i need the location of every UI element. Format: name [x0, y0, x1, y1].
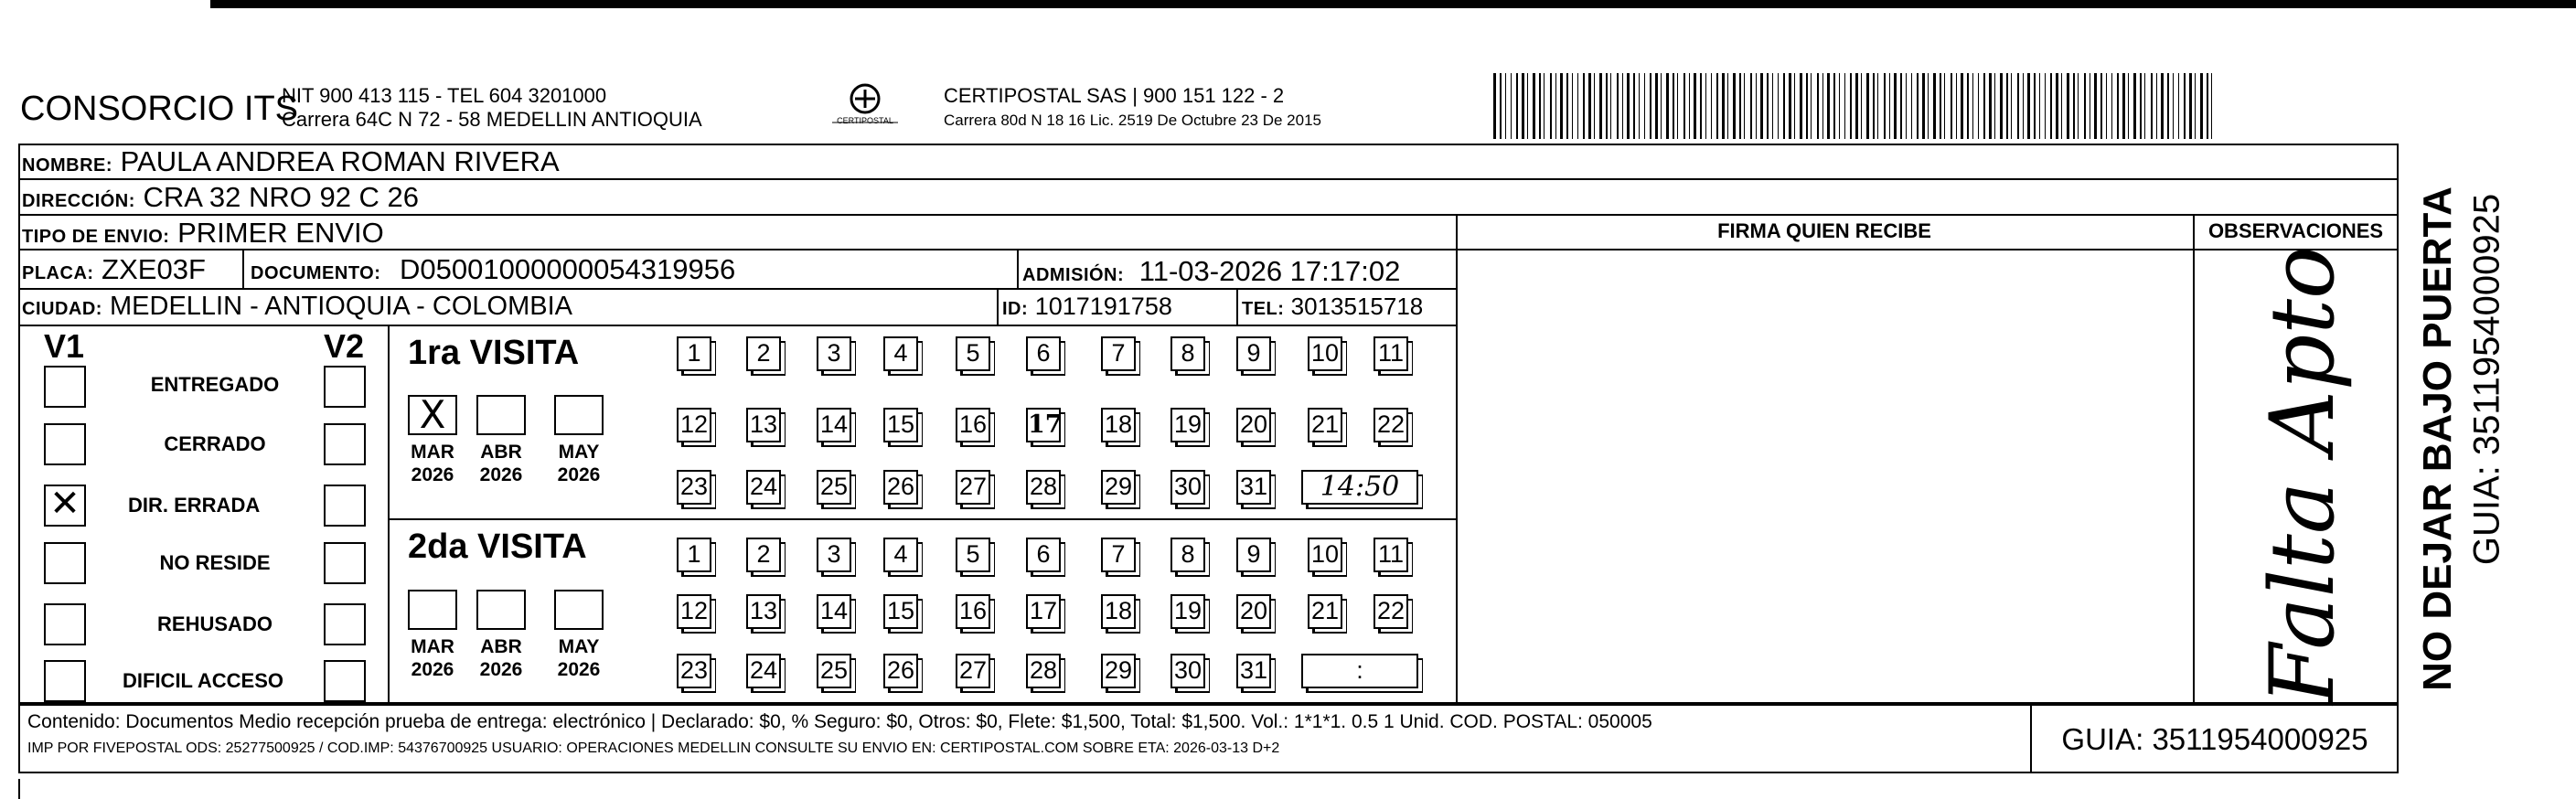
barcode-bar [1894, 73, 1897, 139]
month-checkbox[interactable] [408, 590, 457, 630]
barcode-bar [1716, 73, 1718, 139]
barcode-bar [1733, 73, 1736, 139]
barcode-bar [2056, 73, 2058, 139]
direccion-row [22, 181, 419, 214]
day-cell[interactable]: 7 [1101, 538, 1136, 572]
documento-row [251, 253, 735, 286]
barcode-bar [1967, 73, 1969, 139]
barcode-bar [2117, 73, 2119, 139]
tipo-envio-value: PRIMER ENVIO [177, 217, 384, 249]
status-label: REHUSADO [157, 613, 273, 635]
status-v1-checkbox[interactable] [44, 366, 86, 408]
barcode-bar [1760, 73, 1763, 139]
bottom-tick [18, 779, 20, 799]
barcode-bar [1789, 73, 1791, 139]
day-cell[interactable]: 15 [883, 408, 918, 442]
day-cell[interactable]: 23 [677, 654, 711, 688]
barcode-bar [1677, 73, 1678, 139]
barcode-bar [1783, 73, 1785, 139]
barcode-bar [2073, 73, 2075, 139]
barcode-bar [1839, 73, 1840, 139]
admision-label: ADMISIÓN: [1022, 265, 1125, 285]
tel-label: TEL: [1242, 299, 1285, 319]
certipostal-logo [828, 82, 903, 137]
barcode-bar [1577, 73, 1578, 139]
barcode-bar [1844, 73, 1845, 139]
barcode-bar [1700, 73, 1702, 139]
barcode-bar [1756, 73, 1757, 139]
day-cell[interactable]: 9 [1236, 538, 1271, 572]
status-v2-checkbox[interactable] [324, 542, 366, 584]
ciudad-value: MEDELLIN - ANTIOQUIA - COLOMBIA [110, 292, 572, 321]
day-cell[interactable]: 16 [956, 408, 990, 442]
month-label: MAR 2026 [411, 636, 454, 680]
barcode-bar [1794, 73, 1795, 139]
barcode-bar [1711, 73, 1712, 139]
placa-label: PLACA: [22, 263, 94, 283]
barcode-bar [1933, 73, 1936, 139]
barcode-bar [1639, 73, 1640, 139]
barcode-bar [1850, 73, 1852, 139]
month-checkbox[interactable] [554, 590, 604, 630]
time-box[interactable]: 14:50 [1301, 470, 1418, 505]
day-cell[interactable]: 5 [956, 336, 990, 371]
day-cell[interactable]: 2 [746, 538, 781, 572]
company-nit: NIT 900 413 115 - TEL 604 3201000 [282, 84, 607, 107]
month-label: MAY 2026 [557, 442, 601, 485]
status-label: DIFICIL ACCESO [123, 669, 284, 692]
ciudad-row [22, 292, 572, 322]
carrier-license: Carrera 80d N 18 16 Lic. 2519 De Octubre 23 De 2015 [944, 112, 1321, 129]
barcode-bar [1800, 73, 1802, 139]
barcode-bar [2045, 73, 2046, 139]
barcode-bar [2106, 73, 2107, 139]
day-cell[interactable]: 4 [883, 336, 918, 371]
day-cell[interactable]: 15 [883, 594, 918, 629]
day-cell[interactable]: 7 [1101, 336, 1136, 371]
barcode-bar [1989, 73, 1992, 139]
barcode-bar [1833, 73, 1835, 139]
day-cell[interactable]: 3 [817, 538, 851, 572]
day-cell[interactable]: 19 [1170, 408, 1205, 442]
day-cell[interactable]: 27 [956, 654, 990, 688]
company-address: Carrera 64C N 72 - 58 MEDELLIN ANTIOQUIA [282, 108, 702, 131]
barcode-bar [1683, 73, 1685, 139]
month-checkbox[interactable] [408, 392, 457, 437]
tel-row [1242, 293, 1423, 321]
barcode-bar [2207, 73, 2208, 139]
barcode-bar [1817, 73, 1819, 139]
day-cell[interactable]: 11 [1374, 538, 1408, 572]
second-visit-title: 2da VISITA [408, 527, 587, 566]
barcode-bar [2000, 73, 2003, 139]
barcode-bar [2094, 73, 2097, 139]
month-label: MAY 2026 [557, 636, 601, 680]
day-cell[interactable]: 11 [1374, 336, 1408, 371]
barcode-bar [1928, 73, 1929, 139]
company-name: CONSORCIO ITS [20, 90, 299, 128]
barcode-bar [1673, 73, 1674, 139]
barcode-bar [1727, 73, 1728, 139]
day-cell[interactable]: 24 [746, 470, 781, 505]
placa-value: ZXE03F [102, 253, 206, 285]
day-cell[interactable]: 1 [677, 336, 711, 371]
status-v2-checkbox[interactable] [324, 660, 366, 702]
certipostal-logo-icon [828, 82, 903, 137]
nombre-label: NOMBRE: [22, 155, 113, 176]
barcode-bar [1940, 73, 1941, 139]
day-cell[interactable]: 21 [1308, 594, 1342, 629]
barcode-bar [2156, 73, 2157, 139]
day-cell[interactable]: 1 [677, 538, 711, 572]
barcode-bar [2211, 73, 2212, 139]
barcode-bar [1877, 73, 1878, 139]
barcode-bar [1861, 73, 1862, 139]
barcode-bar [2178, 73, 2179, 139]
barcode-bar [2167, 73, 2169, 139]
barcode-bar [1666, 73, 1669, 139]
day-cell[interactable]: 22 [1374, 408, 1408, 442]
direccion-label: DIRECCIÓN: [22, 191, 135, 211]
barcode-bar [1944, 73, 1945, 139]
day-cell[interactable]: 17 [1026, 594, 1061, 629]
status-v2-checkbox[interactable] [324, 423, 366, 465]
day-cell[interactable]: 14 [817, 408, 851, 442]
id-value: 1017191758 [1034, 293, 1172, 320]
barcode-bar [1560, 73, 1563, 139]
day-cell[interactable]: 27 [956, 470, 990, 505]
status-v2-checkbox[interactable] [324, 485, 366, 527]
status-v1-checkbox[interactable] [44, 423, 86, 465]
barcode-bar [1900, 73, 1902, 139]
month-checkbox[interactable] [554, 395, 604, 435]
admision-row [1022, 255, 1400, 288]
day-cell[interactable]: 2 [746, 336, 781, 371]
day-cell[interactable]: 3 [817, 336, 851, 371]
status-v1-checkbox[interactable] [44, 485, 86, 527]
barcode-bar [1694, 73, 1696, 139]
barcode-bar [1533, 73, 1535, 139]
nombre-value: PAULA ANDREA ROMAN RIVERA [120, 145, 560, 177]
v2-header: V2 [324, 327, 365, 365]
barcode-bar [1983, 73, 1985, 139]
barcode-bar [1527, 73, 1528, 139]
logo-caption: CERTIPOSTAL [837, 116, 893, 125]
barcode-bar [2027, 73, 2030, 139]
observaciones-handwritten: Falta Apto [2251, 246, 2354, 705]
barcode-bar [1617, 73, 1619, 139]
documento-label: DOCUMENTO: [251, 263, 381, 283]
barcode-bar [2017, 73, 2019, 139]
barcode-bar [1822, 73, 1823, 139]
day-cell[interactable]: 10 [1308, 538, 1342, 572]
guia-side: GUIA: 3511954000925 [2466, 193, 2507, 566]
checkbox-x-mark: ✕ [49, 483, 80, 525]
barcode-bar [2128, 73, 2129, 139]
status-label: NO RESIDE [159, 551, 271, 574]
barcode-bar [2111, 73, 2112, 139]
tipo-envio-row [22, 217, 384, 250]
barcode-bar [1622, 73, 1623, 139]
observaciones-label: OBSERVACIONES [2207, 219, 2384, 242]
admision-value: 11-03-2026 17:17:02 [1138, 255, 1401, 287]
barcode-bar [1956, 73, 1957, 139]
day-cell[interactable]: 31 [1236, 654, 1271, 688]
barcode-bar [1555, 73, 1556, 139]
barcode-bar [1827, 73, 1830, 139]
barcode-bar [1922, 73, 1925, 139]
barcode-bar [1767, 73, 1769, 139]
day-cell[interactable]: 10 [1308, 336, 1342, 371]
status-v2-checkbox[interactable] [324, 366, 366, 408]
barcode-bar [1911, 73, 1912, 139]
barcode-bar [2078, 73, 2079, 139]
day-cell[interactable]: 6 [1026, 538, 1061, 572]
barcode-bar [1594, 73, 1595, 139]
barcode-bar [2161, 73, 2164, 139]
barcode-bar [2039, 73, 2040, 139]
month-checkbox[interactable] [476, 590, 526, 630]
id-row [1002, 293, 1172, 321]
barcode-bar [2133, 73, 2136, 139]
barcode-bar [1572, 73, 1573, 139]
month-label: ABR 2026 [479, 442, 523, 485]
barcode-bar [1583, 73, 1585, 139]
barcode-bar [2061, 73, 2062, 139]
barcode-bar [2034, 73, 2036, 139]
day-cell[interactable]: 31 [1236, 470, 1271, 505]
footer-guia: GUIA: 3511954000925 [2061, 722, 2368, 756]
barcode-bar [1655, 73, 1658, 139]
barcode-bar [2151, 73, 2153, 139]
id-label: ID: [1002, 299, 1029, 319]
status-label: CERRADO [164, 432, 266, 455]
day-cell[interactable]: 20 [1236, 408, 1271, 442]
barcode-bar [1500, 73, 1502, 139]
status-label: ENTREGADO [150, 373, 280, 396]
ciudad-label: CIUDAD: [22, 299, 102, 319]
barcode-bar [1778, 73, 1779, 139]
footer-contenido: Contenido: Documentos Medio recepción prueba de entrega: electrónico | Declarado: $0, % Seguro: $0, Otros: $0, Flete: $1,500, Total: $1,500. Vol.: 1*1*1. 0.5 1 Unid. COD. POSTAL: 050005 [27, 711, 1652, 732]
barcode-bar [2184, 73, 2186, 139]
month-label: MAR 2026 [411, 442, 454, 485]
barcode-bar [1610, 73, 1611, 139]
barcode-bar [1972, 73, 1973, 139]
barcode-bar [2006, 73, 2008, 139]
day-cell[interactable]: 29 [1101, 654, 1136, 688]
day-cell[interactable]: 13 [746, 408, 781, 442]
nombre-row [22, 145, 560, 178]
barcode-bar [1994, 73, 1995, 139]
barcode-bar [1750, 73, 1752, 139]
barcode-bar [1873, 73, 1875, 139]
day-cell[interactable]: 25 [817, 470, 851, 505]
barcode-bar [2084, 73, 2086, 139]
barcode-bar [1566, 73, 1568, 139]
barcode-bar [1811, 73, 1812, 139]
day-cell[interactable]: 12 [677, 408, 711, 442]
day-cell[interactable]: 14 [817, 594, 851, 629]
barcode-bar [1505, 73, 1506, 139]
first-visit-title: 1ra VISITA [408, 334, 580, 372]
day-cell[interactable]: 8 [1170, 336, 1205, 371]
top-edge-bar [210, 0, 2576, 8]
direccion-value: CRA 32 NRO 92 C 26 [143, 181, 420, 213]
barcode-bar [2173, 73, 2174, 139]
signature-area[interactable] [1456, 249, 2193, 704]
documento-value: D05001000000054319956 [400, 253, 736, 285]
time-box[interactable]: : [1301, 654, 1418, 688]
day-cell[interactable]: 21 [1308, 408, 1342, 442]
barcode-bar [1866, 73, 1869, 139]
barcode-bar [1516, 73, 1518, 139]
barcode-bar [1661, 73, 1662, 139]
barcode-bar [1539, 73, 1541, 139]
barcode-bar [2200, 73, 2203, 139]
barcode-bar [2100, 73, 2102, 139]
barcode-bar [1705, 73, 1706, 139]
day-cell[interactable]: 8 [1170, 538, 1205, 572]
day-cell[interactable]: 18 [1101, 594, 1136, 629]
day-cell[interactable]: 23 [677, 470, 711, 505]
status-v2-checkbox[interactable] [324, 603, 366, 645]
day-cell[interactable]: 22 [1374, 594, 1408, 629]
barcode-bar [2144, 73, 2145, 139]
day-cell[interactable]: 26 [883, 470, 918, 505]
barcode [1493, 73, 2225, 139]
day-cell[interactable]: 17 [1026, 408, 1061, 442]
barcode-bar [1522, 73, 1524, 139]
status-v1-checkbox[interactable] [44, 660, 86, 702]
day-cell[interactable]: 28 [1026, 470, 1061, 505]
barcode-bar [2067, 73, 2069, 139]
day-cell[interactable]: 28 [1026, 654, 1061, 688]
day-cell[interactable]: 29 [1101, 470, 1136, 505]
footer-imp: IMP POR FIVEPOSTAL ODS: 25277500925 / COD.IMP: 54376700925 USUARIO: OPERACIONES MEDELLIN CONSULTE SU ENVIO EN: CERTIPOSTAL.COM SOBRE ETA: 2026-03-13 D+2 [27, 740, 1280, 756]
day-cell[interactable]: 25 [817, 654, 851, 688]
barcode-bar [2140, 73, 2142, 139]
status-v1-checkbox[interactable] [44, 542, 86, 584]
barcode-bar [1644, 73, 1645, 139]
day-cell[interactable]: 30 [1170, 470, 1205, 505]
day-cell[interactable]: 18 [1101, 408, 1136, 442]
status-label: DIR. ERRADA [128, 494, 261, 517]
tel-value: 3013515718 [1290, 293, 1424, 320]
day-cell[interactable]: 20 [1236, 594, 1271, 629]
barcode-bar [1806, 73, 1808, 139]
barcode-bar [2050, 73, 2052, 139]
barcode-bar [1906, 73, 1907, 139]
barcode-bar [1744, 73, 1745, 139]
barcode-bar [1978, 73, 1979, 139]
barcode-bar [1689, 73, 1690, 139]
barcode-bar [1588, 73, 1591, 139]
barcode-bar [1884, 73, 1886, 139]
tipo-envio-label: TIPO DE ENVIO: [22, 227, 170, 247]
barcode-bar [2023, 73, 2024, 139]
month-checkbox[interactable] [476, 395, 526, 435]
firma-label: FIRMA QUIEN RECIBE [1717, 219, 1931, 242]
barcode-bar [1544, 73, 1545, 139]
day-cell[interactable]: 30 [1170, 654, 1205, 688]
barcode-bar [1493, 73, 1496, 139]
no-dejar-bajo-puerta: NO DEJAR BAJO PUERTA [2415, 186, 2460, 691]
barcode-bar [1951, 73, 1952, 139]
barcode-bar [2195, 73, 2196, 139]
day-cell[interactable]: 12 [677, 594, 711, 629]
barcode-bar [1739, 73, 1741, 139]
day-cell[interactable]: 19 [1170, 594, 1205, 629]
day-cell[interactable]: 4 [883, 538, 918, 572]
barcode-bar [1917, 73, 1919, 139]
placa-row [22, 253, 206, 286]
day-cell[interactable]: 24 [746, 654, 781, 688]
barcode-bar [2189, 73, 2192, 139]
v1-header: V1 [44, 327, 85, 365]
day-cell[interactable]: 16 [956, 594, 990, 629]
day-cell[interactable]: 13 [746, 594, 781, 629]
day-cell[interactable]: 5 [956, 538, 990, 572]
barcode-bar [2122, 73, 2125, 139]
barcode-bar [1722, 73, 1725, 139]
barcode-bar [1650, 73, 1651, 139]
month-label: ABR 2026 [479, 636, 523, 680]
barcode-bar [1627, 73, 1630, 139]
barcode-bar [1961, 73, 1963, 139]
month-x-mark: X [419, 392, 446, 437]
barcode-bar [1511, 73, 1512, 139]
day-cell[interactable]: 26 [883, 654, 918, 688]
day-cell[interactable]: 6 [1026, 336, 1061, 371]
barcode-bar [1550, 73, 1552, 139]
barcode-bar [1889, 73, 1890, 139]
barcode-bar [1855, 73, 1858, 139]
barcode-bar [1599, 73, 1602, 139]
status-v1-checkbox[interactable] [44, 603, 86, 645]
day-cell[interactable]: 9 [1236, 336, 1271, 371]
barcode-bar [1772, 73, 1773, 139]
barcode-bar [2011, 73, 2012, 139]
barcode-bar [1633, 73, 1635, 139]
barcode-bar [1606, 73, 1608, 139]
carrier-name: CERTIPOSTAL SAS | 900 151 122 - 2 [944, 84, 1285, 107]
